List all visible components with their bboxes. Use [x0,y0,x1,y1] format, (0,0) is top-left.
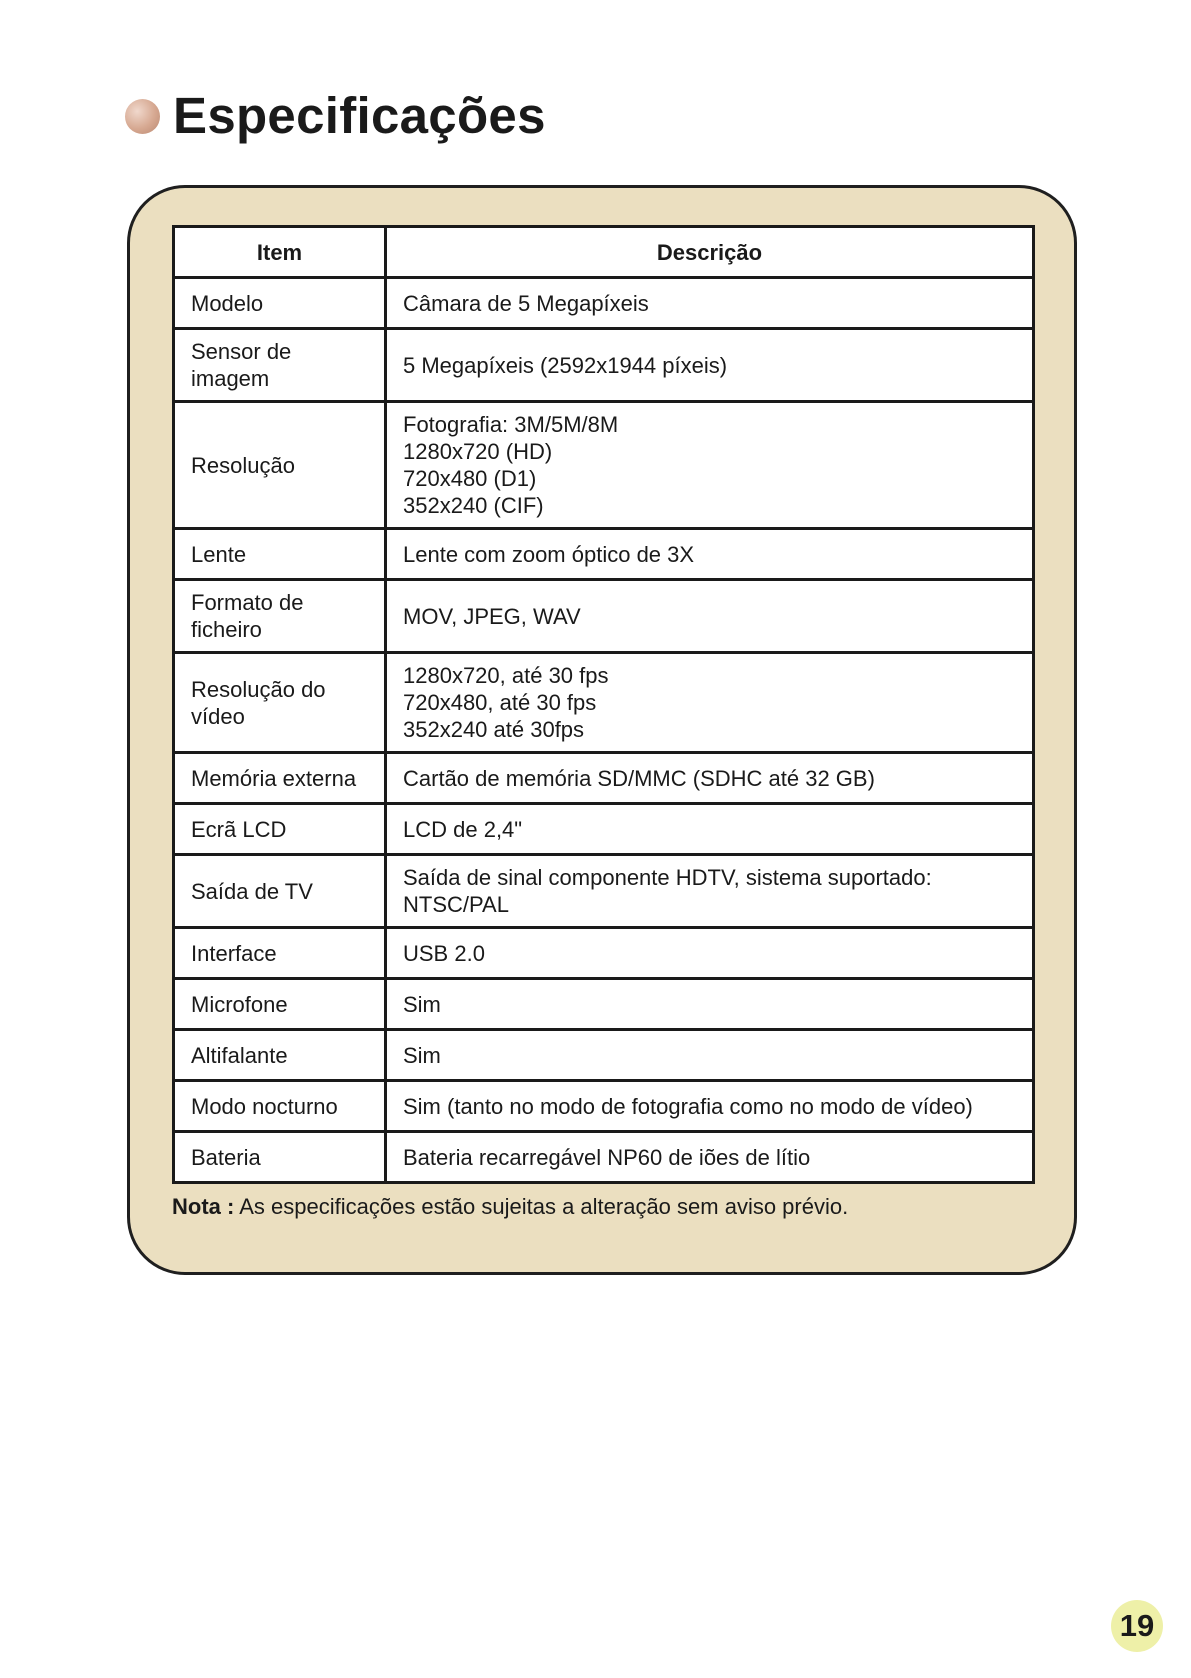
page-number: 19 [1111,1600,1163,1652]
row-description: MOV, JPEG, WAV [386,580,1034,653]
row-item: Saída de TV [174,855,386,928]
row-description: USB 2.0 [386,928,1034,979]
specs-table [172,225,1035,1184]
table-row [174,1081,1034,1132]
row-description: Câmara de 5 Megapíxeis [386,278,1034,329]
row-description: LCD de 2,4" [386,804,1034,855]
title-bullet-icon [125,99,160,134]
table-row [174,855,1034,928]
specs-note [172,1194,848,1220]
table-row [174,804,1034,855]
row-item: Interface [174,928,386,979]
table-row [174,278,1034,329]
table-row [174,928,1034,979]
row-item: Microfone [174,979,386,1030]
row-item: Formato de ficheiro [174,580,386,653]
row-item: Altifalante [174,1030,386,1081]
row-description: 5 Megapíxeis (2592x1944 píxeis) [386,329,1034,402]
row-item: Memória externa [174,753,386,804]
table-row [174,402,1034,529]
table-row [174,979,1034,1030]
page-title: Especificações [173,87,546,144]
row-item: Modelo [174,278,386,329]
row-description: Cartão de memória SD/MMC (SDHC até 32 GB) [386,753,1034,804]
note-label: Nota : [172,1194,235,1219]
table-row [174,580,1034,653]
row-description: Saída de sinal componente HDTV, sistema suportado: NTSC/PAL [386,855,1034,928]
row-item: Ecrã LCD [174,804,386,855]
table-row [174,1132,1034,1183]
row-item: Modo nocturno [174,1081,386,1132]
row-description: Sim [386,1030,1034,1081]
table-row [174,1030,1034,1081]
row-description: Sim [386,979,1034,1030]
row-description: Bateria recarregável NP60 de iões de lítio [386,1132,1034,1183]
row-item: Resolução do vídeo [174,653,386,753]
table-row [174,653,1034,753]
row-item: Sensor de imagem [174,329,386,402]
table-header-row [174,227,1034,278]
row-item: Lente [174,529,386,580]
row-item: Bateria [174,1132,386,1183]
table-row [174,753,1034,804]
table-row [174,329,1034,402]
row-description: Sim (tanto no modo de fotografia como no modo de vídeo) [386,1081,1034,1132]
row-description: Fotografia: 3M/5M/8M 1280x720 (HD) 720x480 (D1) 352x240 (CIF) [386,402,1034,529]
note-text: As especificações estão sujeitas a alteração sem aviso prévio. [239,1194,849,1219]
header-item: Item [174,227,386,278]
header-description: Descrição [386,227,1034,278]
row-item: Resolução [174,402,386,529]
row-description: Lente com zoom óptico de 3X [386,529,1034,580]
row-description: 1280x720, até 30 fps 720x480, até 30 fps 352x240 até 30fps [386,653,1034,753]
table-row [174,529,1034,580]
